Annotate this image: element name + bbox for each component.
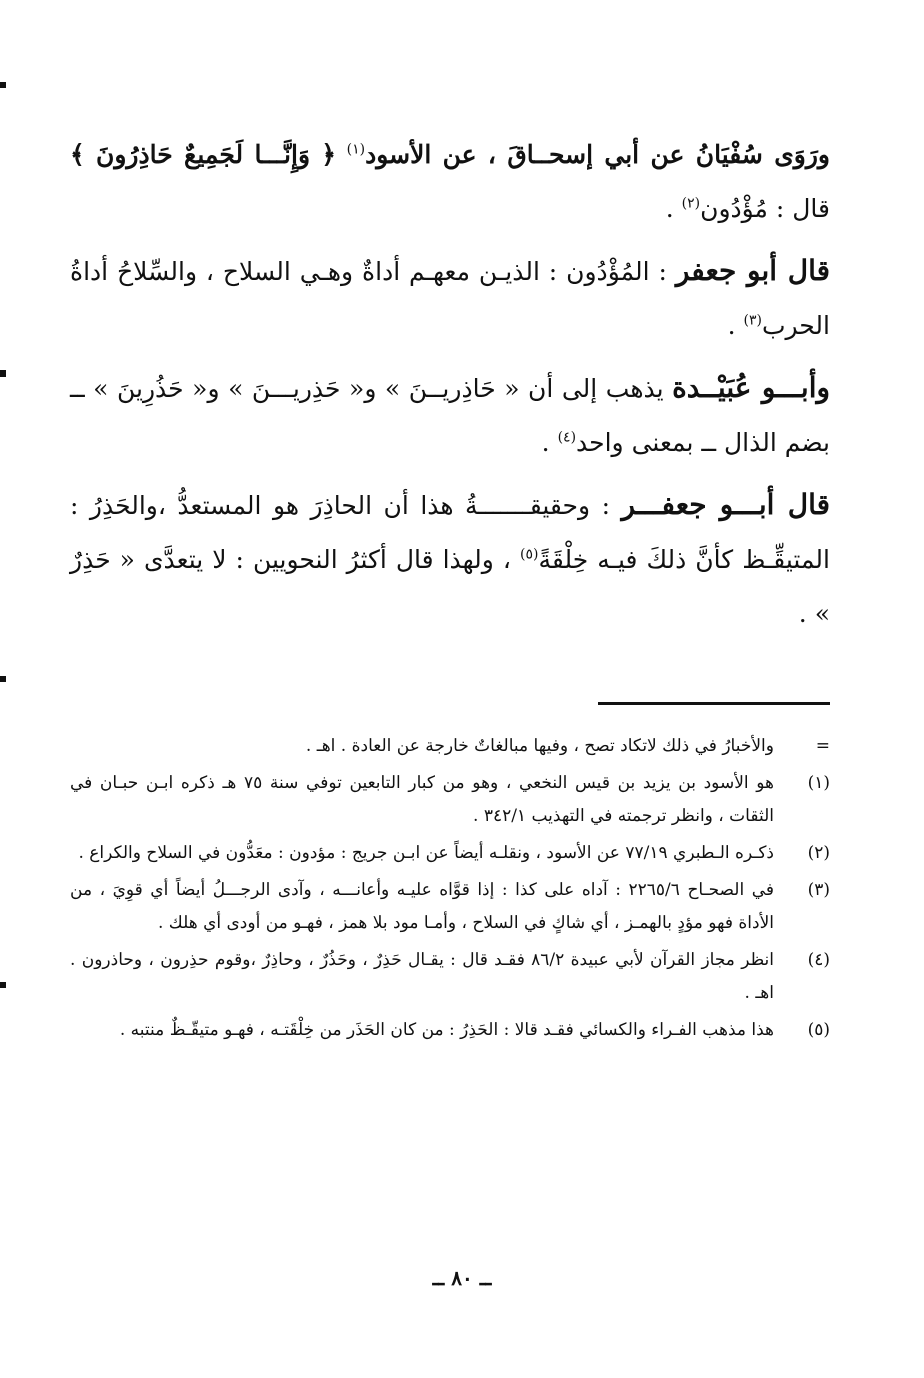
text-span: : المُؤْدُون : الذيـن معهـم أداةٌ وهـي السلاح ، والسِّلاحُ أداةُ الحرب xyxy=(70,257,830,340)
footnote-number: = xyxy=(815,736,830,756)
text-span: قال : مُؤْدُون xyxy=(700,194,830,223)
footnote xyxy=(70,1014,830,1047)
footnote-ref: (٣) xyxy=(743,312,762,329)
footnote-number: (٥) xyxy=(807,1020,830,1040)
speaker-heading: وأبـــو عُبَيْــدة xyxy=(672,371,831,404)
text-span: . xyxy=(665,194,682,223)
text-span: ، ولهذا قال أكثرُ النحويين : لا يتعدَّى « حَذِرٌ » . xyxy=(70,545,830,628)
footnote-ref: (٥) xyxy=(519,546,539,563)
narration-line: ورَوَى سُفْيَانُ عن أبي إسحــاقَ ، عن الأسود xyxy=(365,140,830,169)
footnote-ref: (١) xyxy=(346,141,366,158)
paragraph-1 xyxy=(70,128,830,236)
footnote-text: والأخبارُ في ذلك لاتكاد تصح ، وفيها مبالغاتٌ خارجة عن العادة . اهـ . xyxy=(305,736,774,756)
footnote-number: (٢) xyxy=(807,843,830,863)
footnote xyxy=(70,874,830,940)
footnote-text: هو الأسود بن يزيد بن قيس النخعي ، وهو من كبار التابعين توفي سنة ٧٥ هـ ذكره ابـن حبـان في الثقات ، وانظر ترجمته في التهذيب ٣٤٢/١ . xyxy=(70,773,774,826)
paragraph-4 xyxy=(70,478,830,641)
footnote-divider xyxy=(598,702,830,705)
footnote-ref: (٢) xyxy=(681,195,701,212)
footnote-number: (٤) xyxy=(807,950,830,970)
quran-verse: ﴿ وَإِنَّـــا لَجَمِيعٌ حَاذِرُونَ ﴾ xyxy=(70,140,337,169)
footnote-text: ذكـره الـطبري ٧٧/١٩ عن الأسود ، ونقلـه أيضاً عن ابـن جريج : مؤدون : معَدُّون في السلاح والكراع . xyxy=(78,843,774,863)
footnote-number: (٣) xyxy=(807,880,830,900)
edge-mark xyxy=(0,982,6,988)
speaker-heading: قال أبو جعفر xyxy=(675,254,830,287)
footnote-text: هذا مذهب الفـراء والكسائي فقـد قالا : الحَذِرُ : من كان الحَذَر من خِلْقَتـه ، فهـو متيقّـظٌ منتبه . xyxy=(119,1020,774,1040)
footnote-number: (١) xyxy=(807,773,830,793)
footnote xyxy=(70,767,830,833)
footnote xyxy=(70,730,830,763)
text-span: : وحقيقـــــــةُ هذا أن الحاذِرَ هو المستعدُّ ،والحَذِرُ : المتيقِّـظ كأنَّ ذلكَ فيـه خِلْقَةً xyxy=(70,491,830,574)
main-text xyxy=(70,128,830,649)
text-span: . xyxy=(727,311,744,340)
edge-mark xyxy=(0,370,6,377)
edge-mark xyxy=(0,82,6,88)
footnote xyxy=(70,837,830,870)
footnote-text: انظر مجاز القرآن لأبي عبيدة ٨٦/٢ فقـد قال : يقـال حَذِرٌ ، وحَذُرٌ ، وحاذِرٌ ،وقوم حذِرون ، وحاذرون . اهـ . xyxy=(70,950,775,1003)
paragraph-3 xyxy=(70,361,830,470)
footnote-ref: (٤) xyxy=(557,429,577,446)
text-span: . xyxy=(541,428,558,457)
paragraph-2 xyxy=(70,244,830,353)
footnote-text: في الصحـاح ٢٢٦٥/٦ : آداه على كذا : إذا قوَّاه عليـه وأعانـــه ، وآدى الرجـــلُ أيضاً أي قوِيَ ، من الأداة فهو مؤدٍ بالهمـز ، أي شاكٍ في السلاح ، وأمـا مود بلا همز ، فهـو من أودى أي هلك . xyxy=(70,880,775,933)
text-span: يذهب إلى أن « حَاذِريــنَ » و« حَذِريـــنَ » و« حَذُرِينَ » ــ بضم الذال ــ بمعنى واحد xyxy=(70,374,830,457)
footnotes xyxy=(70,730,830,1051)
speaker-heading: قال أبـــو جعفـــر xyxy=(621,488,830,521)
footnote xyxy=(70,944,830,1010)
edge-mark xyxy=(0,676,6,682)
page-number: ــ ٨٠ ــ xyxy=(432,1266,492,1290)
